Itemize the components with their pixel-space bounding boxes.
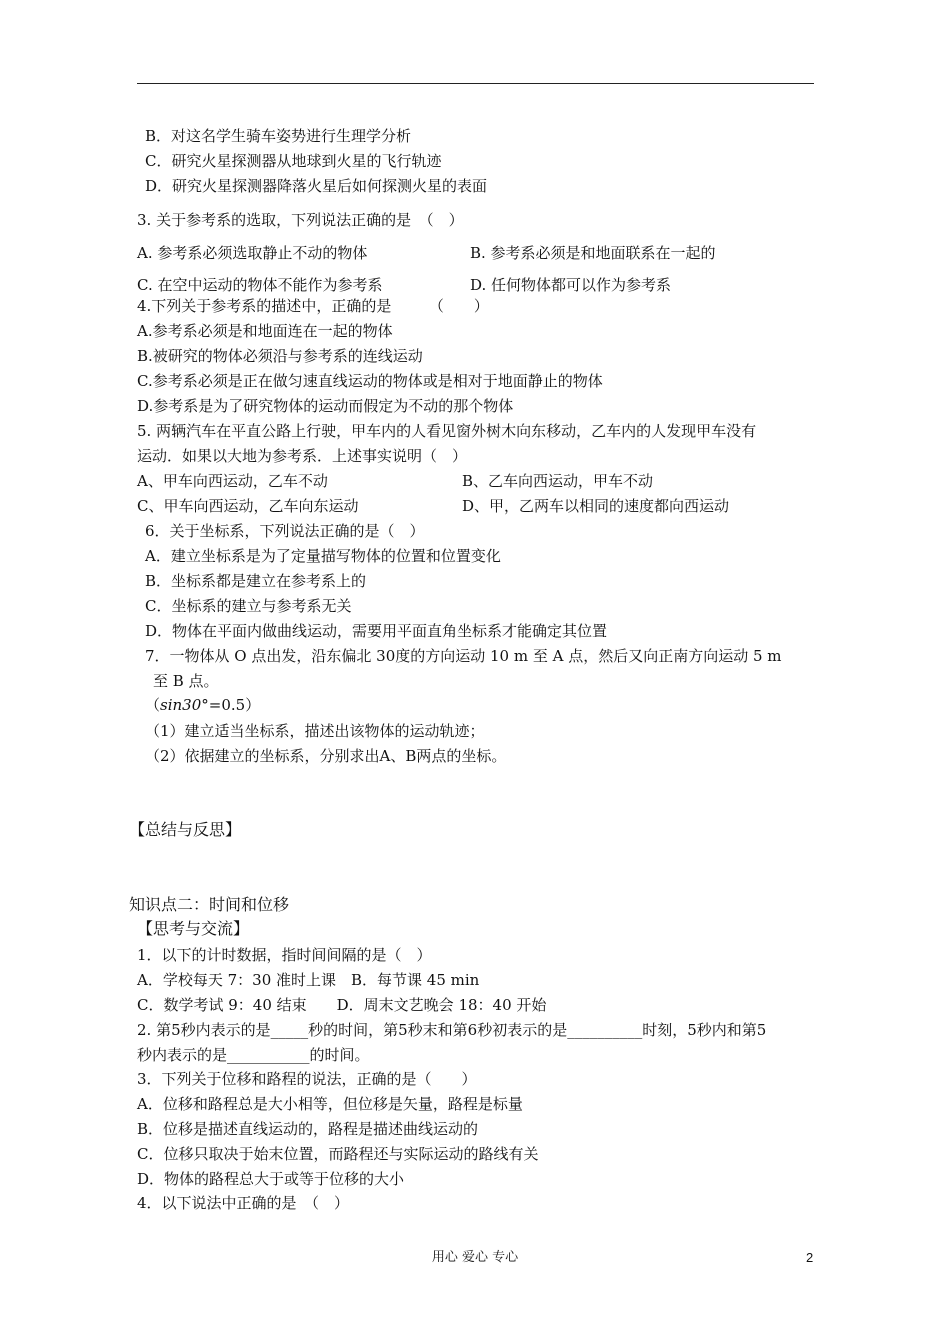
time-question-3-option-c: C．位移只取决于始末位置，而路程还与实际运动的路线有关: [137, 1145, 539, 1163]
summary-heading: 【总结与反思】: [129, 820, 242, 839]
option-line: C．研究火星探测器从地球到火星的飞行轨迹: [145, 152, 442, 170]
question-5-option-d: D、甲，乙两车以相同的速度都向西运动: [462, 497, 730, 515]
time-question-3-option-a: A．位移和路程总是大小相等，但位移是矢量，路程是标量: [137, 1095, 523, 1113]
question-4-option-a: A.参考系必须是和地面连在一起的物体: [137, 322, 393, 340]
question-5-option-c: C、甲车向西运动，乙车向东运动: [137, 497, 359, 515]
time-question-4: 4．以下说法中正确的是 （ ）: [137, 1194, 350, 1212]
question-7: 7．一物体从 O 点出发，沿东偏北 30度的方向运动 10 m 至 A 点，然后又向正南方向运动 5 m: [145, 647, 782, 665]
question-4-option-b: B.被研究的物体必须沿与参考系的连线运动: [137, 347, 423, 365]
think-heading: 【思考与交流】: [137, 919, 250, 938]
page-footer: 用心 爱心 专心: [431, 1250, 519, 1265]
time-question-1-cd: C．数学考试 9：40 结束 D．周末文艺晚会 18：40 开始: [137, 996, 547, 1014]
page-number: 2: [806, 1250, 814, 1265]
question-6-option-d: D．物体在平面内做曲线运动，需要用平面直角坐标系才能确定其位置: [145, 622, 608, 640]
question-5-option-b: B、乙车向西运动，甲车不动: [462, 472, 654, 490]
question-4-option-d: D.参考系是为了研究物体的运动而假定为不动的那个物体: [137, 397, 514, 415]
question-6-option-c: C．坐标系的建立与参考系无关: [145, 597, 352, 615]
time-question-2: 2. 第5秒内表示的是_____秒的时间，第5秒末和第6秒初表示的是__________时刻，5秒内和第5: [137, 1021, 767, 1039]
question-5: 5. 两辆汽车在平直公路上行驶，甲车内的人看见窗外树木向东移动，乙车内的人发现甲车没有: [137, 422, 757, 440]
question-3-option-d: D. 任何物体都可以作为参考系: [470, 276, 672, 294]
sin-value: =0.5）: [208, 696, 261, 714]
knowledge-point-heading: 知识点二：时间和位移: [129, 895, 290, 914]
question-3-option-b: B. 参考系必须是和地面联系在一起的: [470, 244, 716, 262]
question-5-option-a: A、甲车向西运动，乙车不动: [137, 472, 328, 490]
time-question-3-option-d: D．物体的路程总大于或等于位移的大小: [137, 1170, 405, 1188]
question-7-cont: 至 B 点。: [153, 672, 219, 690]
question-6-option-b: B．坐标系都是建立在参考系上的: [145, 572, 367, 590]
question-4: 4.下列关于参考系的描述中，正确的是 （ ）: [137, 297, 489, 315]
sin-formula: sin30°: [160, 696, 209, 714]
question-3-option-c: C. 在空中运动的物体不能作为参考系: [137, 276, 383, 294]
question-3: 3. 关于参考系的选取，下列说法正确的是 （ ）: [137, 211, 464, 229]
time-question-1-ab: A．学校每天 7：30 准时上课 B．每节课 45 min: [137, 971, 480, 989]
time-question-3: 3．下列关于位移和路程的说法，正确的是（ ）: [137, 1070, 477, 1088]
sin-hint-open: （: [145, 696, 161, 714]
question-5-cont: 运动．如果以大地为参考系．上述事实说明（ ）: [137, 447, 468, 465]
question-4-option-c: C.参考系必须是正在做匀速直线运动的物体或是相对于地面静止的物体: [137, 372, 603, 390]
header-rule: [137, 83, 814, 84]
question-6: 6．关于坐标系，下列说法正确的是（ ）: [145, 522, 425, 540]
sin-hint: [145, 695, 260, 715]
option-line: B．对这名学生骑车姿势进行生理学分析: [145, 127, 412, 145]
option-line: D．研究火星探测器降落火星后如何探测火星的表面: [145, 177, 488, 195]
question-7-part-2: （2）依据建立的坐标系，分别求出A、B两点的坐标。: [145, 747, 507, 765]
question-6-option-a: A．建立坐标系是为了定量描写物体的位置和位置变化: [145, 547, 501, 565]
question-7-part-1: （1）建立适当坐标系，描述出该物体的运动轨迹；: [145, 722, 485, 740]
question-3-option-a: A. 参考系必须选取静止不动的物体: [137, 244, 368, 262]
time-question-2-cont: 秒内表示的是___________的时间。: [137, 1046, 370, 1064]
time-question-3-option-b: B．位移是描述直线运动的，路程是描述曲线运动的: [137, 1120, 479, 1138]
time-question-1: 1．以下的计时数据，指时间间隔的是（ ）: [137, 946, 432, 964]
